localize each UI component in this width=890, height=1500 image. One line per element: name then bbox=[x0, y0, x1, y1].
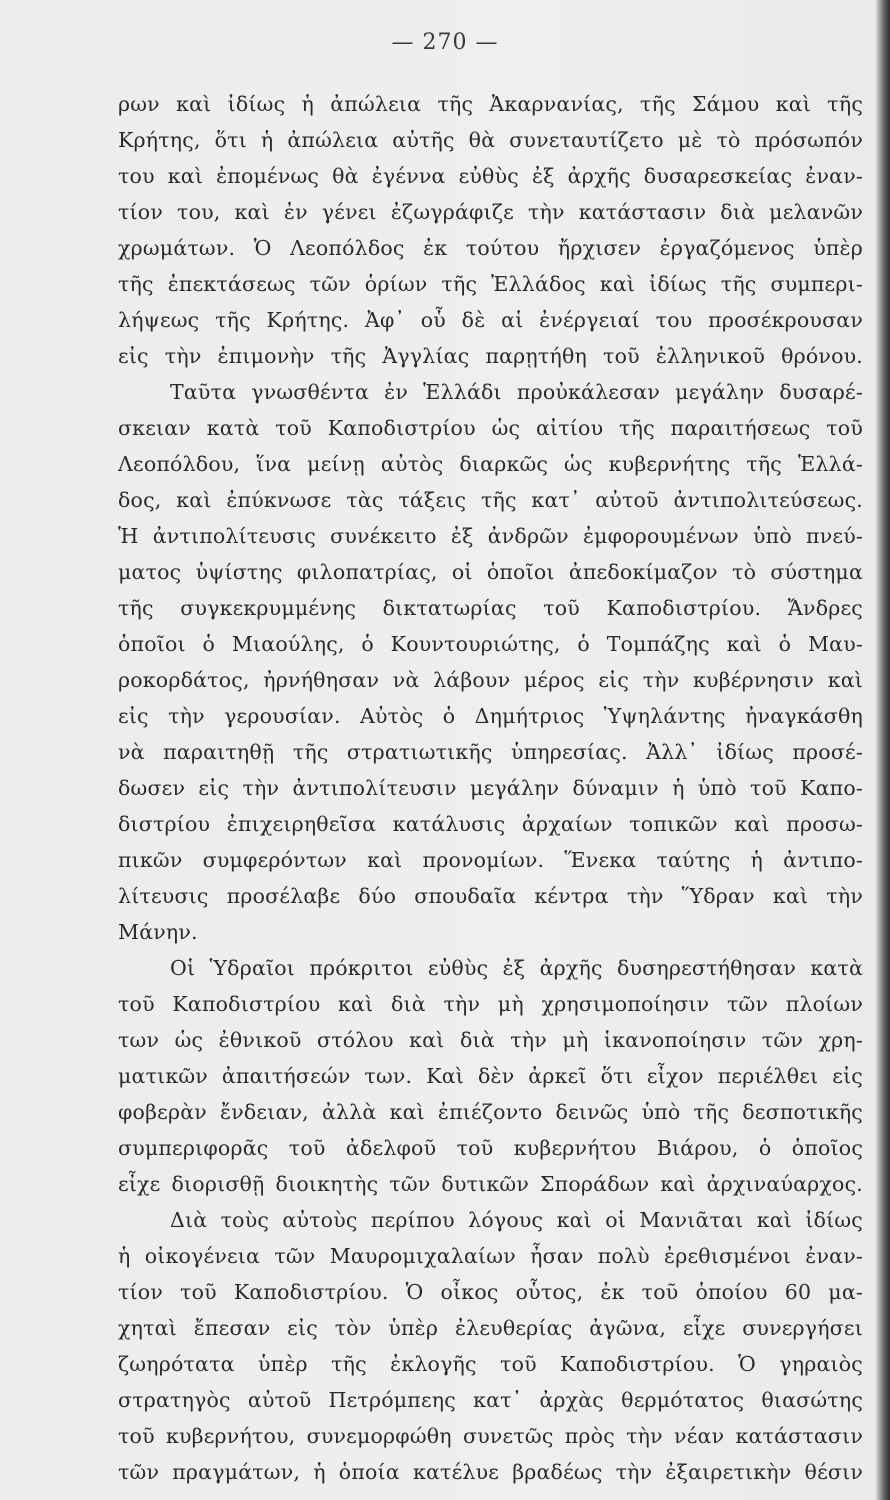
text-line: δωσεν εἰς τὴν ἀντιπολίτευσιν μεγάλην δύναμιν ἡ ὑπὸ τοῦ Καπο- bbox=[118, 776, 863, 800]
text-line: τίον του, καὶ ἐν γένει ἐζωγράφιζε τὴν κατάστασιν διὰ μελανῶν bbox=[118, 200, 863, 224]
text-line: του καὶ ἐπομένως θὰ ἐγέννα εὐθὺς ἐξ ἀρχῆς δυσαρεσκείας ἐναν- bbox=[118, 164, 863, 188]
text-line: των ὡς ἐθνικοῦ στόλου καὶ διὰ τὴν μὴ ἱκανοποίησιν τῶν χρη- bbox=[118, 1028, 863, 1052]
text-line: Ἡ ἀντιπολίτευσις συνέκειτο ἐξ ἀνδρῶν ἐμφορουμένων ὑπὸ πνεύ- bbox=[118, 524, 863, 548]
text-line: εἰς τὴν γερουσίαν. Αὐτὸς ὁ Δημήτριος Ὑψηλάντης ἠναγκάσθη bbox=[118, 704, 863, 728]
text-line: εἶχε διορισθῇ διοικητὴς τῶν δυτικῶν Σποράδων καὶ ἀρχιναύαρχος. bbox=[118, 1172, 863, 1196]
text-line: ροκορδάτος, ἠρνήθησαν νὰ λάβουν μέρος εἰς τὴν κυβέρνησιν καὶ bbox=[118, 668, 863, 692]
text-line: φοβερὰν ἔνδειαν, ἀλλὰ καὶ ἐπιέζοντο δεινῶς ὑπὸ τῆς δεσποτικῆς bbox=[118, 1100, 863, 1124]
text-line: τίον τοῦ Καποδιστρίου. Ὁ οἶκος οὗτος, ἐκ τοῦ ὁποίου 60 μα- bbox=[118, 1280, 863, 1304]
text-line: νὰ παραιτηθῇ τῆς στρατιωτικῆς ὑπηρεσίας. Ἀλλ᾽ ἰδίως προσέ- bbox=[118, 740, 863, 764]
text-line: εἰς τὴν ἐπιμονὴν τῆς Ἀγγλίας παρῃτήθη τοῦ ἑλληνικοῦ θρόνου. bbox=[118, 344, 863, 368]
text-line: Λεοπόλδου, ἵνα μείνῃ αὐτὸς διαρκῶς ὡς κυβερνήτης τῆς Ἑλλά- bbox=[118, 452, 863, 476]
text-line: Ταῦτα γνωσθέντα ἐν Ἑλλάδι προὐκάλεσαν μεγάλην δυσαρέ- bbox=[170, 380, 863, 404]
text-line: σκειαν κατὰ τοῦ Καποδιστρίου ὡς αἰτίου τῆς παραιτήσεως τοῦ bbox=[118, 416, 863, 440]
text-line: ματικῶν ἀπαιτήσεών των. Καὶ δὲν ἀρκεῖ ὅτι εἶχον περιέλθει εἰς bbox=[118, 1064, 863, 1088]
text-line: χρωμάτων. Ὁ Λεοπόλδος ἐκ τούτου ἤρχισεν ἐργαζόμενος ὑπὲρ bbox=[118, 236, 863, 260]
text-line: λίτευσις προσέλαβε δύο σπουδαῖα κέντρα τὴν Ὕδραν καὶ τὴν bbox=[118, 884, 863, 908]
text-line: Μάνην. bbox=[118, 920, 198, 944]
book-spine-edge bbox=[876, 0, 890, 1500]
text-line: τῆς ἐπεκτάσεως τῶν ὁρίων τῆς Ἑλλάδος καὶ ἰδίως τῆς συμπερι- bbox=[118, 272, 863, 296]
text-line: τοῦ Καποδιστρίου καὶ διὰ τὴν μὴ χρησιμοποίησιν τῶν πλοίων bbox=[118, 992, 863, 1016]
text-line: ρων καὶ ἰδίως ἡ ἀπώλεια τῆς Ἀκαρνανίας, τῆς Σάμου καὶ τῆς bbox=[118, 92, 863, 116]
text-line: συμπεριφορᾶς τοῦ ἀδελφοῦ τοῦ κυβερνήτου Βιάρου, ὁ ὁποῖος bbox=[118, 1136, 863, 1160]
text-line: Οἱ Ὑδραῖοι πρόκριτοι εὐθὺς ἐξ ἀρχῆς δυσηρεστήθησαν κατὰ bbox=[170, 956, 863, 980]
text-line: τῆς συγκεκρυμμένης δικτατωρίας τοῦ Καποδιστρίου. Ἄνδρες bbox=[118, 596, 863, 620]
text-line: ματος ὑψίστης φιλοπατρίας, οἱ ὁποῖοι ἀπεδοκίμαζον τὸ σύστημα bbox=[118, 560, 863, 584]
text-line: τοῦ κυβερνήτου, συνεμορφώθη συνετῶς πρὸς τὴν νέαν κατάστασιν bbox=[118, 1424, 863, 1448]
text-line: Κρήτης, ὅτι ἡ ἀπώλεια αὐτῆς θὰ συνεταυτίζετο μὲ τὸ πρόσωπόν bbox=[118, 128, 863, 152]
text-line: τῶν πραγμάτων, ἡ ὁποία κατέλυε βραδέως τὴν ἐξαιρετικὴν θέσιν bbox=[118, 1460, 863, 1484]
text-line: λήψεως τῆς Κρήτης. Ἀφ᾽ οὗ δὲ αἱ ἐνέργειαί του προσέκρουσαν bbox=[118, 308, 863, 332]
text-line: ἡ οἰκογένεια τῶν Μαυρομιχαλαίων ἦσαν πολὺ ἐρεθισμένοι ἐναν- bbox=[118, 1244, 863, 1268]
text-line: στρατηγὸς αὐτοῦ Πετρόμπεης κατ᾽ ἀρχὰς θερμότατος θιασώτης bbox=[118, 1388, 863, 1412]
text-line: χηταὶ ἔπεσαν εἰς τὸν ὑπὲρ ἐλευθερίας ἀγῶνα, εἶχε συνεργήσει bbox=[118, 1316, 863, 1340]
text-line: δος, καὶ ἐπύκνωσε τὰς τάξεις τῆς κατ᾽ αὐτοῦ ἀντιπολιτεύσεως. bbox=[118, 488, 863, 512]
text-line: διστρίου ἐπιχειρηθεῖσα κατάλυσις ἀρχαίων τοπικῶν καὶ προσω- bbox=[118, 812, 863, 836]
page-number: — 270 — bbox=[391, 30, 499, 55]
text-line: ὁποῖοι ὁ Μιαούλης, ὁ Κουντουριώτης, ὁ Τομπάζης καὶ ὁ Μαυ- bbox=[118, 632, 863, 656]
text-line: Διὰ τοὺς αὐτοὺς περίπου λόγους καὶ οἱ Μανιᾶται καὶ ἰδίως bbox=[170, 1208, 863, 1232]
text-line: πικῶν συμφερόντων καὶ προνομίων. Ἕνεκα ταύτης ἡ ἀντιπο- bbox=[118, 848, 863, 872]
body-text bbox=[118, 86, 863, 1490]
text-line: ζωηρότατα ὑπὲρ τῆς ἐκλογῆς τοῦ Καποδιστρίου. Ὁ γηραιὸς bbox=[118, 1352, 863, 1376]
